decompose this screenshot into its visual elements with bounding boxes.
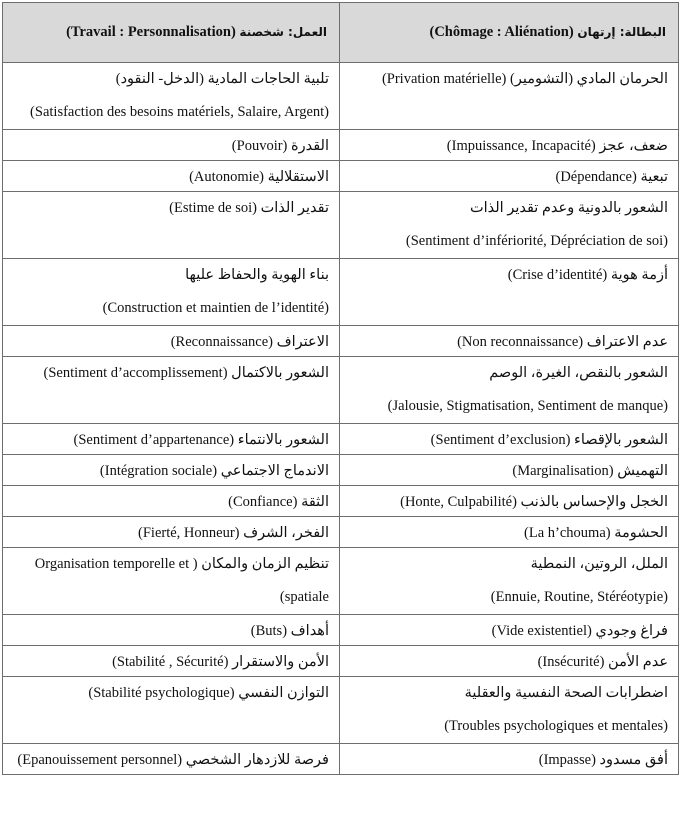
cell-text: الشعور بالإقصاء (Sentiment d’exclusion) [430,432,668,448]
cell-travail [3,63,340,130]
cell-chomage [340,744,679,775]
cell-chomage [340,677,679,744]
header-travail-ar: العمل: شخصنة [239,25,327,39]
comparison-table [2,2,679,775]
cell-travail [3,615,340,646]
cell-chomage [340,63,679,130]
cell-chomage [340,357,679,424]
cell-text: عدم الأمن (Insécurité) [537,654,668,670]
cell-text: الخجل والإحساس بالذنب (Honte, Culpabilité) [400,494,668,510]
cell-text: الملل، الروتين، النمطية [530,556,668,572]
cell-travail [3,130,340,161]
table-row [3,744,679,775]
cell-text: الشعور بالاكتمال (Sentiment d’accomplissement) [43,365,329,381]
cell-travail [3,517,340,548]
cell-travail [3,259,340,326]
cell-text: الثقة (Confiance) [228,494,329,510]
table-row [3,424,679,455]
cell-chomage [340,326,679,357]
cell-text: (Ennuie, Routine, Stéréotypie) [490,589,668,605]
cell-text: spatiale) [279,589,329,605]
table-row [3,548,679,615]
cell-travail [3,646,340,677]
cell-text: أزمة هوية (Crise d’identité) [507,267,668,283]
cell-travail [3,357,340,424]
cell-text: (Satisfaction des besoins matériels, Salaire, Argent) [30,104,329,120]
cell-chomage [340,615,679,646]
cell-text: (Sentiment d’infériorité, Dépréciation de soi) [405,233,668,249]
cell-text: القدرة (Pouvoir) [231,138,329,154]
cell-text: تقدير الذات (Estime de soi) [169,200,329,216]
cell-text: اضطرابات الصحة النفسية والعقلية [464,685,668,701]
cell-text: الحشومة (La h’chouma) [524,525,668,541]
table-body [3,63,679,775]
table-row [3,677,679,744]
table-row [3,517,679,548]
cell-text: عدم الاعتراف (Non reconnaissance) [457,334,668,350]
cell-text: (Construction et maintien de l’identité) [102,300,329,316]
cell-text: تبعية (Dépendance) [555,169,668,185]
cell-travail [3,548,340,615]
cell-chomage [340,646,679,677]
cell-travail [3,455,340,486]
cell-text: الاعتراف (Reconnaissance) [170,334,329,350]
cell-text: الأمن والاستقرار (Stabilité , Sécurité) [112,654,329,670]
cell-chomage [340,192,679,259]
cell-text: (Troubles psychologiques et mentales) [444,718,668,734]
cell-text: الحرمان المادي (التشومير) (Privation matérielle) [381,71,668,87]
cell-travail [3,192,340,259]
table-row [3,455,679,486]
cell-chomage [340,130,679,161]
header-travail [3,3,340,63]
header-chomage-ar: البطالة: إرتهان [577,25,666,39]
table-row [3,615,679,646]
cell-text: أفق مسدود (Impasse) [538,752,668,768]
cell-travail [3,424,340,455]
table-row [3,130,679,161]
cell-chomage [340,486,679,517]
cell-chomage [340,455,679,486]
header-row [3,3,679,63]
table-row [3,161,679,192]
cell-travail [3,161,340,192]
header-travail-fr: (Travail : Personnalisation) [66,24,236,40]
cell-text: الشعور بالدونية وعدم تقدير الذات [469,200,668,216]
table-row [3,326,679,357]
cell-chomage [340,517,679,548]
table-row [3,63,679,130]
cell-travail [3,326,340,357]
cell-text: التهميش (Marginalisation) [512,463,668,479]
cell-text: فراغ وجودي (Vide existentiel) [491,623,668,639]
cell-text: التوازن النفسي (Stabilité psychologique) [88,685,329,701]
cell-travail [3,677,340,744]
cell-chomage [340,548,679,615]
cell-chomage [340,161,679,192]
cell-text: بناء الهوية والحفاظ عليها [185,267,329,283]
table-row [3,486,679,517]
cell-text: تنظيم الزمان والمكان ( Organisation temporelle et [34,556,329,572]
cell-text: فرصة للازدهار الشخصي (Epanouissement personnel) [17,752,329,768]
table-row [3,192,679,259]
cell-travail [3,744,340,775]
header-chomage [340,3,679,63]
cell-text: تلبية الحاجات المادية (الدخل- النقود) [115,71,329,87]
cell-text: الاستقلالية (Autonomie) [189,169,329,185]
cell-text: أهداف (Buts) [250,623,329,639]
cell-text: الفخر، الشرف (Fierté, Honneur) [138,525,329,541]
cell-text: (Jalousie, Stigmatisation, Sentiment de manque) [387,398,668,414]
cell-text: الاندماج الاجتماعي (Intégration sociale) [99,463,329,479]
cell-travail [3,486,340,517]
cell-text: الشعور بالانتماء (Sentiment d’appartenance) [73,432,329,448]
cell-text: الشعور بالنقص، الغيرة، الوصم [489,365,668,381]
table-row [3,357,679,424]
cell-chomage [340,259,679,326]
table-row [3,646,679,677]
cell-text: ضعف، عجز (Impuissance, Incapacité) [446,138,668,154]
table-row [3,259,679,326]
header-chomage-fr: (Chômage : Aliénation) [429,24,574,40]
cell-chomage [340,424,679,455]
